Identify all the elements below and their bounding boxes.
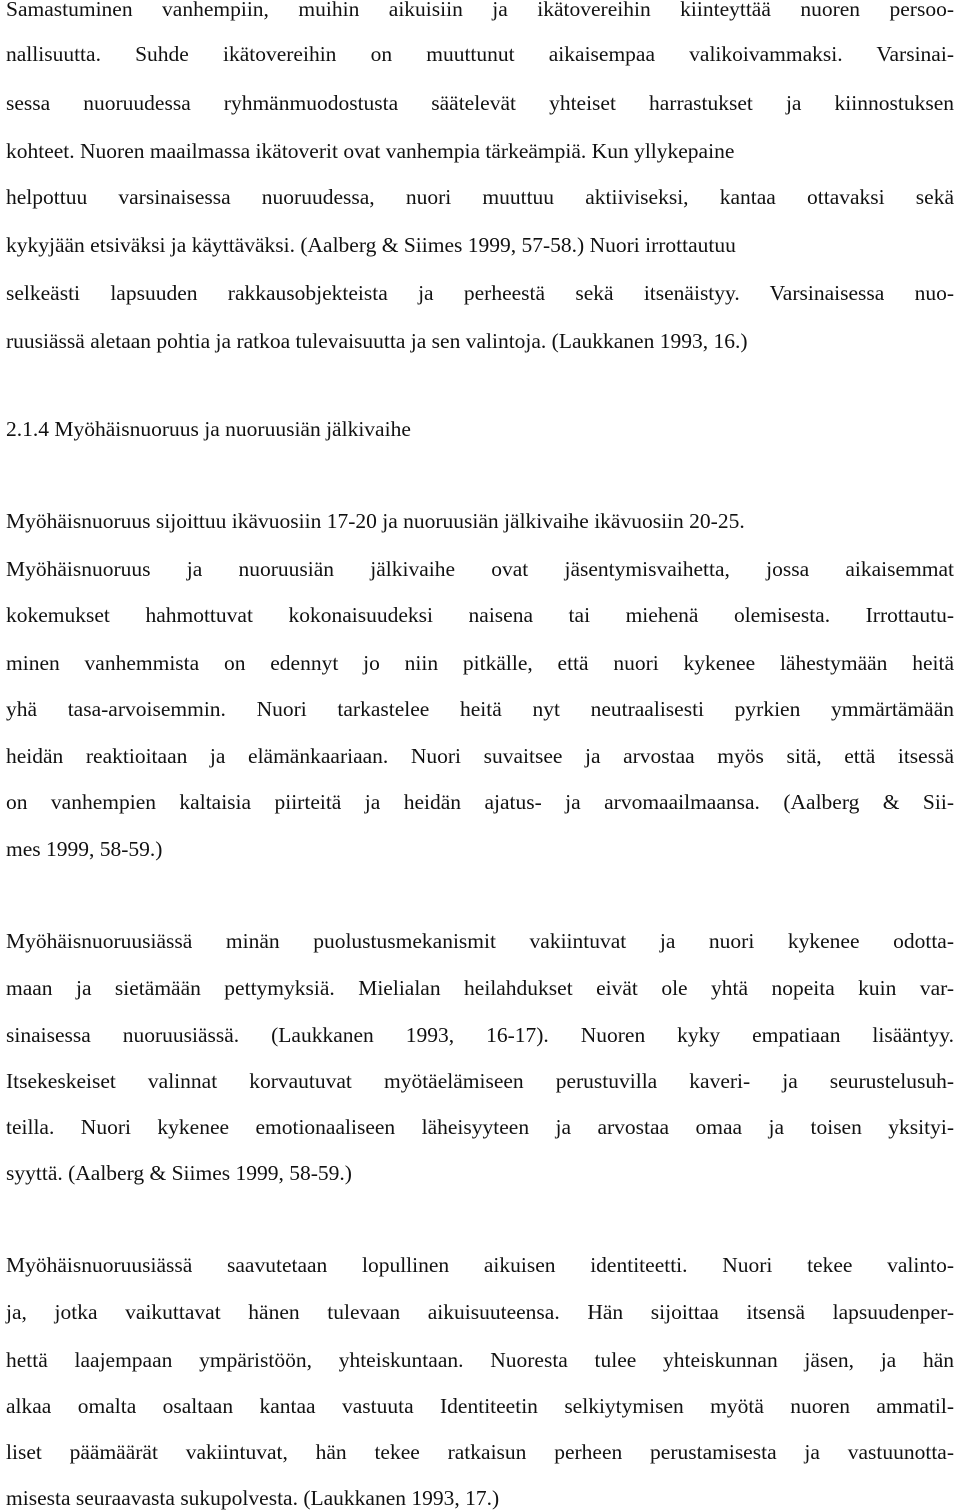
paragraph-line: Myöhäisnuoruusiässä saavutetaan lopullinen aikuisen identiteetti. Nuori tekee valinto- bbox=[6, 1253, 954, 1277]
paragraph-line: on vanhempien kaltaisia piirteitä ja heidän ajatus- ja arvomaailmaansa. (Aalberg & Sii- bbox=[6, 790, 954, 814]
paragraph-line: ja, jotka vaikuttavat hänen tulevaan aikuisuuteensa. Hän sijoittaa itsensä lapsuudenper- bbox=[6, 1300, 954, 1324]
paragraph-line: Myöhäisnuoruusiässä minän puolustusmekanismit vakiintuvat ja nuori kykenee odotta- bbox=[6, 929, 954, 953]
paragraph-line: yhä tasa-arvoisemmin. Nuori tarkastelee heitä nyt neutraalisesti pyrkien ymmärtämään bbox=[6, 697, 954, 721]
paragraph-line: Samastuminen vanhempiin, muihin aikuisiin ja ikätovereihin kiinteyttää nuoren persoo- bbox=[6, 0, 954, 21]
paragraph-line: misesta seuraavasta sukupolvesta. (Laukkanen 1993, 17.) bbox=[6, 1486, 500, 1510]
paragraph-line: selkeästi lapsuuden rakkausobjekteista ja perheestä sekä itsenäistyy. Varsinaisessa nuo- bbox=[6, 281, 954, 305]
paragraph-line: kykyjään etsiväksi ja käyttäväksi. (Aalberg & Siimes 1999, 57-58.) Nuori irrottautuu bbox=[6, 233, 736, 257]
paragraph-line: heidän reaktioitaan ja elämänkaariaan. Nuori suvaitsee ja arvostaa myös sitä, että itsessä bbox=[6, 744, 954, 768]
paragraph-line: Itsekeskeiset valinnat korvautuvat myötäelämiseen perustuvilla kaveri- ja seurustelusuh- bbox=[6, 1069, 954, 1093]
paragraph-line: syyttä. (Aalberg & Siimes 1999, 58-59.) bbox=[6, 1161, 352, 1185]
paragraph-line: alkaa omalta osaltaan kantaa vastuuta Identiteetin selkiytymisen myötä nuoren ammatil- bbox=[6, 1394, 954, 1418]
paragraph-line: maan ja sietämään pettymyksiä. Mielialan heilahdukset eivät ole yhtä nopeita kuin var- bbox=[6, 976, 954, 1000]
paragraph-line: mes 1999, 58-59.) bbox=[6, 837, 163, 861]
paragraph-line: nallisuutta. Suhde ikätovereihin on muuttunut aikaisempaa valikoivammaksi. Varsinai- bbox=[6, 42, 954, 66]
paragraph-line: liset päämäärät vakiintuvat, hän tekee ratkaisun perheen perustamisesta ja vastuunotta- bbox=[6, 1440, 954, 1464]
paragraph-line: sinaisessa nuoruusiässä. (Laukkanen 1993, 16-17). Nuoren kyky empatiaan lisääntyy. bbox=[6, 1023, 954, 1047]
paragraph-line: kokemukset hahmottuvat kokonaisuudeksi naisena tai miehenä olemisesta. Irrottautu- bbox=[6, 603, 954, 627]
paragraph-line: teilla. Nuori kykenee emotionaaliseen läheisyyteen ja arvostaa omaa ja toisen yksityi- bbox=[6, 1115, 954, 1139]
section-heading: 2.1.4 Myöhäisnuoruus ja nuoruusiän jälkivaihe bbox=[6, 417, 411, 441]
paragraph-line: kohteet. Nuoren maailmassa ikätoverit ovat vanhempia tärkeämpiä. Kun yllykepaine bbox=[6, 139, 735, 163]
paragraph-line: Myöhäisnuoruus sijoittuu ikävuosiin 17-20 ja nuoruusiän jälkivaihe ikävuosiin 20-25. bbox=[6, 509, 745, 533]
paragraph-line: helpottuu varsinaisessa nuoruudessa, nuori muuttuu aktiiviseksi, kantaa ottavaksi sekä bbox=[6, 185, 954, 209]
paragraph-line: minen vanhemmista on edennyt jo niin pitkälle, että nuori kykenee lähestymään heitä bbox=[6, 651, 954, 675]
paragraph-line: ruusiässä aletaan pohtia ja ratkoa tulevaisuutta ja sen valintoja. (Laukkanen 1993, 16.) bbox=[6, 329, 748, 353]
paragraph-line: sessa nuoruudessa ryhmänmuodostusta säätelevät yhteiset harrastukset ja kiinnostuksen bbox=[6, 91, 954, 115]
paragraph-line: hettä laajempaan ympäristöön, yhteiskuntaan. Nuoresta tulee yhteiskunnan jäsen, ja hän bbox=[6, 1348, 954, 1372]
paragraph-line: Myöhäisnuoruus ja nuoruusiän jälkivaihe ovat jäsentymisvaihetta, jossa aikaisemmat bbox=[6, 557, 954, 581]
